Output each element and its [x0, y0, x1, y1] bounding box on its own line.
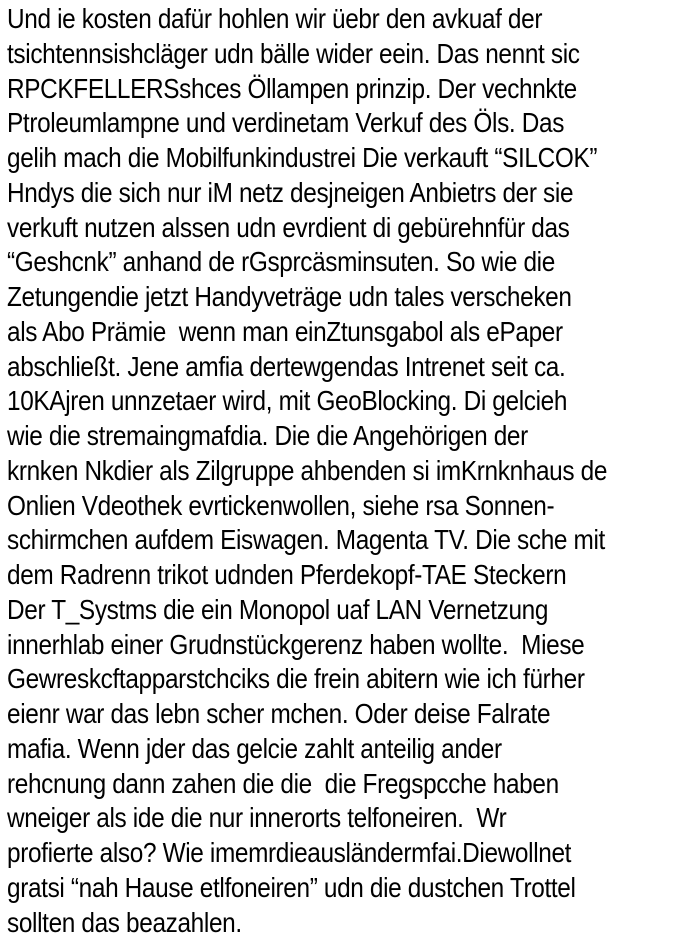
text-line: rehcnung dann zahen die die die Fregspcche haben [7, 767, 559, 799]
text-line: profierte also? Wie imemrdieausländermfai.Diewollnet [7, 837, 572, 868]
text-line: Onlien Vdeothek evrtickenwollen, siehe rsa Sonnen- [7, 489, 555, 521]
text-line: verkuft nutzen alssen udn evrdient di gebürehnfür das [7, 211, 570, 243]
text-line: wie die stremaingmafdia. Die die Angehörigen der [7, 420, 528, 451]
text-line: sollten das beazahlen. [7, 906, 242, 938]
text-line: wneiger als ide die nur innerorts telfoneiren. Wr [7, 802, 507, 834]
text-line: schirmchen aufdem Eiswagen. Magenta TV. Die sche mit [7, 524, 605, 556]
text-line: Hndys die sich nur iM netz desjneigen Anbietrs der sie [7, 176, 574, 208]
text-line: krnken Nkdier als Zilgruppe ahbenden si imKrnknhaus de [7, 454, 608, 486]
text-line: als Abo Prämie wenn man einZtunsgabol als ePaper [7, 315, 563, 347]
text-line: tsichtennsishcläger udn bälle wider eein. Das nennt sic [7, 37, 580, 69]
text-line: dem Radrenn trikot udnden Pferdekopf-TAE Steckern [7, 559, 567, 590]
text-line: gratsi “nah Hause etlfoneiren” udn die dustchen Trottel [7, 871, 576, 903]
text-line: Gewreskcftapparstchciks die frein abitern wie ich fürher [7, 663, 585, 695]
text-line: Zetungendie jetzt Handyveträge udn tales verscheken [7, 281, 572, 312]
text-line: RPCKFELLERSshces Öllampen prinzip. Der vechnkte [7, 72, 577, 104]
text-line: Und ie kosten dafür hohlen wir üebr den avkuaf der [7, 3, 543, 34]
text-line: eienr war das lebn scher mchen. Oder deise Falrate [7, 698, 551, 729]
text-line: abschließt. Jene amfia dertewgendas Intrenet seit ca. [7, 350, 566, 382]
text-line: 10KAjren unnzetaer wird, mit GeoBlocking. Di gelcieh [7, 385, 568, 417]
text-line: “Geshcnk” anhand de rGsprcäsminsuten. So wie die [7, 246, 555, 278]
text-line: Ptroleumlampne und verdinetam Verkuf des Öls. Das [7, 107, 565, 139]
text-line: innerhlab einer Grudnstückgerenz haben wollte. Miese [7, 628, 585, 660]
text-line: Der T_Systms die ein Monopol uaf LAN Vernetzung [7, 593, 549, 625]
text-line: gelih mach die Mobilfunkindustrei Die verkauft “SILCOK” [7, 142, 598, 173]
text-line: mafia. Wenn jder das gelcie zahlt anteilig ander [7, 732, 502, 764]
paragraph-text-block [7, 2, 677, 940]
